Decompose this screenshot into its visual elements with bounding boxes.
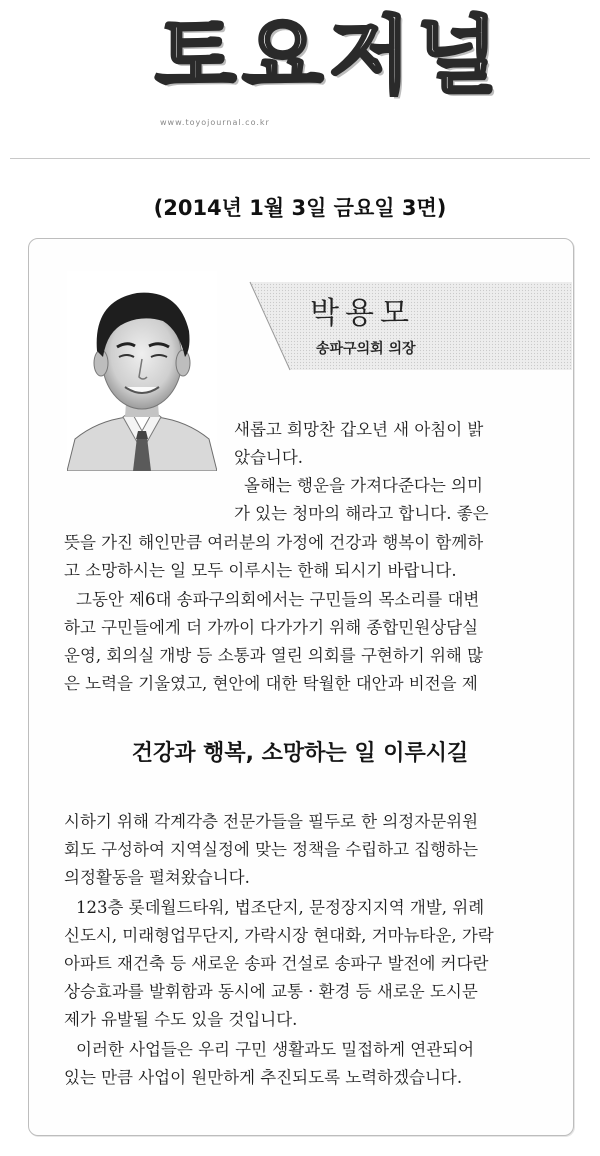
article-line: 올해는 행운을 가져다준다는 의미 <box>244 476 483 495</box>
article-line: 고 소망하시는 일 모두 이루시는 한해 되시기 바랍니다. <box>64 561 457 580</box>
article-line: 가 있는 청마의 해라고 합니다. 좋은 <box>234 504 489 523</box>
dateline: (2014년 1월 3일 금요일 3면) <box>153 196 447 220</box>
article-line: 회도 구성하여 지역실정에 맞는 정책을 수립하고 집행하는 <box>64 840 479 859</box>
newspaper-logo: 토요저널 <box>155 7 504 105</box>
article-line: 의정활동을 펼쳐왔습니다. <box>64 868 250 887</box>
article-line: 그동안 제6대 송파구의회에서는 구민들의 목소리를 대변 <box>76 590 480 609</box>
profile-title: 송파구의회 의장 <box>316 341 416 357</box>
portrait-photo <box>67 271 217 471</box>
article-line: 운영, 회의실 개방 등 소통과 열린 의회를 구현하기 위해 많 <box>64 646 484 665</box>
article-line: 123층 롯데월드타워, 법조단지, 문정장지지역 개발, 위례 <box>76 898 485 917</box>
newspaper-website: www.toyojournal.co.kr <box>160 118 270 127</box>
article-line: 아파트 재건축 등 새로운 송파 건설로 송파구 발전에 커다란 <box>64 954 489 973</box>
article-line: 제가 유발될 수도 있을 것입니다. <box>64 1010 298 1029</box>
name-banner <box>230 280 574 372</box>
article-line: 뜻을 가진 해인만큼 여러분의 가정에 건강과 행복이 함께하 <box>64 533 484 552</box>
article-line: 상승효과를 발휘함과 동시에 교통 · 환경 등 새로운 도시문 <box>64 982 478 1001</box>
article-line: 이러한 사업들은 우리 구민 생활과도 밀접하게 연관되어 <box>76 1040 475 1059</box>
portrait-icon <box>67 271 217 471</box>
profile-name: 박용모 <box>310 296 415 331</box>
masthead-divider <box>10 158 590 159</box>
article-line: 있는 만큼 사업이 원만하게 추진되도록 노력하겠습니다. <box>64 1068 463 1087</box>
article-line: 은 노력을 기울였고, 현안에 대한 탁월한 대안과 비전을 제 <box>64 674 478 693</box>
article-headline: 건강과 행복, 소망하는 일 이루시길 <box>131 741 469 766</box>
article-line: 았습니다. <box>234 448 304 467</box>
article-line: 신도시, 미래형업무단지, 가락시장 현대화, 거마뉴타운, 가락 <box>64 926 494 945</box>
article-line: 하고 구민들에게 더 가까이 다가가기 위해 종합민원상담실 <box>64 618 479 637</box>
article-line: 새롭고 희망찬 갑오년 새 아침이 밝 <box>234 420 484 439</box>
masthead <box>0 0 600 160</box>
article-line: 시하기 위해 각계각층 전문가들을 필두로 한 의정자문위원 <box>64 812 479 831</box>
